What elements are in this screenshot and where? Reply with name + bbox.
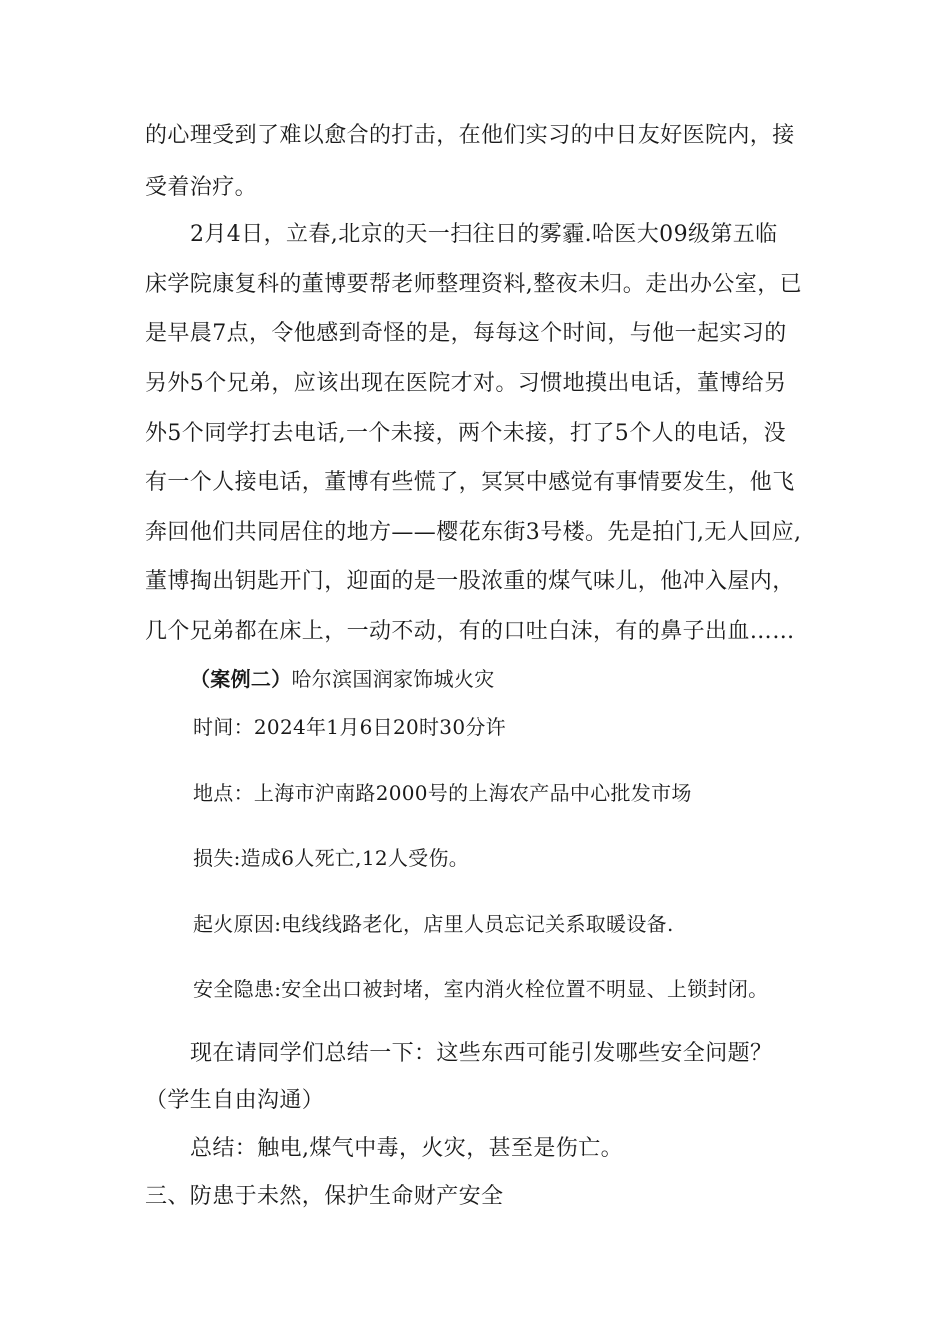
paragraph-line: 另外5个兄弟，应该出现在医院才对。习惯地摸出电话，董博给另 bbox=[145, 371, 787, 396]
discussion-note: （学生自由沟通） bbox=[145, 1088, 325, 1113]
paragraph-line: 受着治疗。 bbox=[145, 175, 258, 200]
discussion-summary: 总结：触电,煤气中毒，火灾，甚至是伤亡。 bbox=[190, 1136, 623, 1161]
case-place: 地点：上海市沪南路2000号的上海农产品中心批发市场 bbox=[193, 781, 692, 805]
paragraph-line: 2月4日，立春,北京的天一扫往日的雾霾.哈医大09级第五临 bbox=[190, 222, 778, 247]
paragraph-line: 奔回他们共同居住的地方——樱花东街3号楼。先是拍门,无人回应, bbox=[145, 520, 802, 545]
discussion-question: 现在请同学们总结一下：这些东西可能引发哪些安全问题？ bbox=[190, 1041, 773, 1066]
paragraph-line: 外5个同学打去电话,一个未接，两个未接，打了5个人的电话，没 bbox=[145, 421, 786, 446]
paragraph-line: 几个兄弟都在床上，一动不动，有的口吐白沫，有的鼻子出血…… bbox=[145, 619, 795, 644]
case-cause: 起火原因:电线线路老化，店里人员忘记关系取暖设备. bbox=[193, 912, 674, 936]
case-title: 哈尔滨国润家饰城火灾 bbox=[291, 667, 495, 691]
case-time: 时间：2024年1月6日20时30分许 bbox=[193, 715, 506, 739]
paragraph-line: 有一个人接电话，董博有些慌了，冥冥中感觉有事情要发生，他飞 bbox=[145, 470, 795, 495]
case-heading bbox=[190, 665, 495, 693]
paragraph-line: 董博掏出钥匙开门，迎面的是一股浓重的煤气味儿，他冲入屋内， bbox=[145, 569, 795, 594]
case-hazard: 安全隐患:安全出口被封堵，室内消火栓位置不明显、上锁封闭。 bbox=[193, 977, 769, 1001]
paragraph-line: 的心理受到了难以愈合的打击，在他们实习的中日友好医院内，接 bbox=[145, 123, 795, 148]
paragraph-line: 床学院康复科的董博要帮老师整理资料,整夜未归。走出办公室，已 bbox=[145, 272, 802, 297]
paragraph-line: 是早晨7点，令他感到奇怪的是，每每这个时间，与他一起实习的 bbox=[145, 321, 787, 346]
section-heading: 三、防患于未然，保护生命财产安全 bbox=[145, 1184, 504, 1209]
case-loss: 损失:造成6人死亡,12人受伤。 bbox=[193, 846, 470, 870]
case-label: （案例二） bbox=[190, 667, 292, 691]
